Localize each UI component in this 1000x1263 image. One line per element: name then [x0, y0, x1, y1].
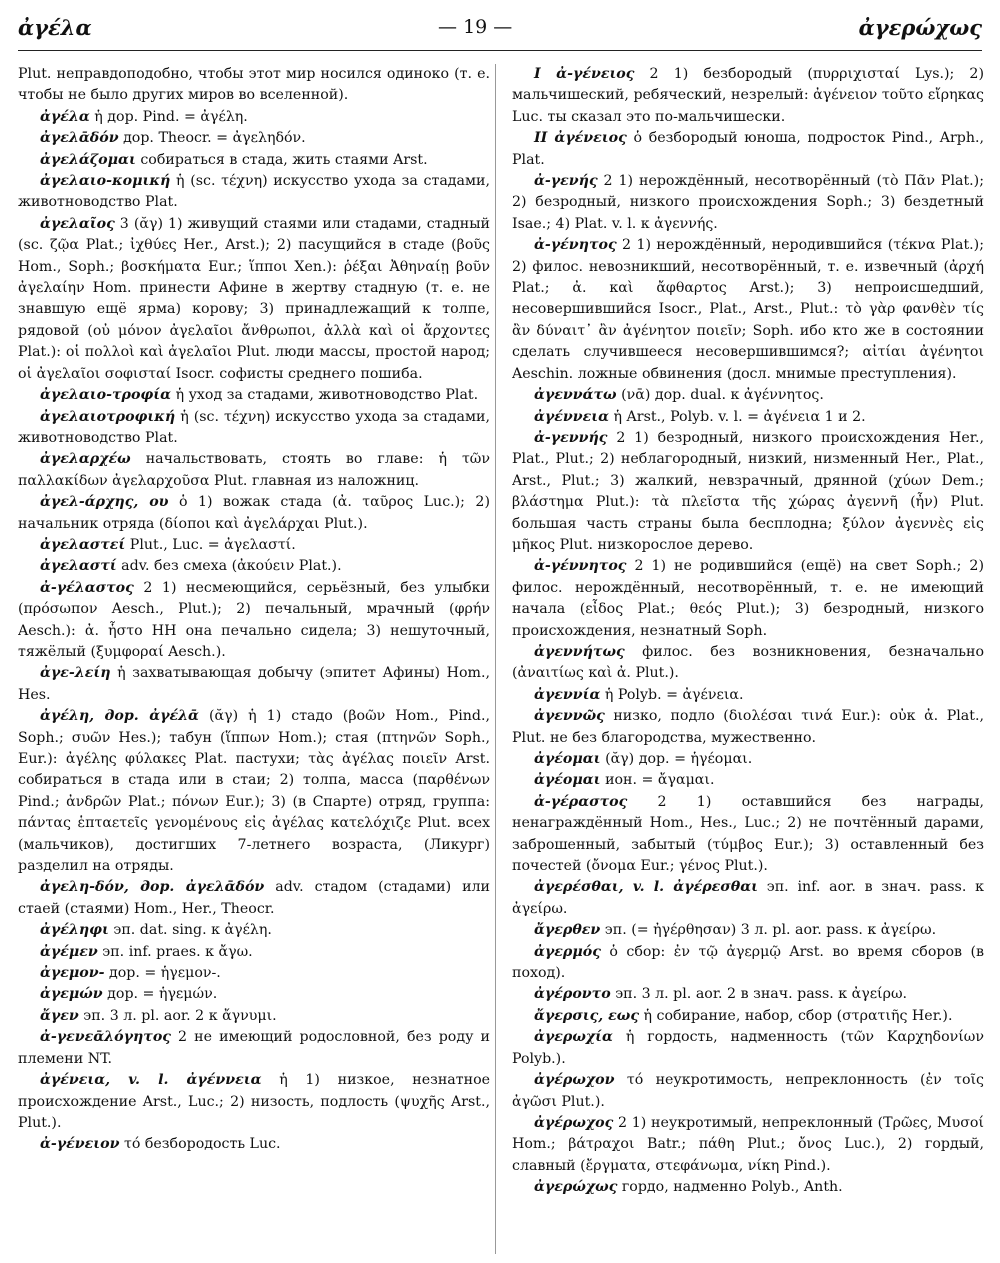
entry-headword: ἀγεμών [40, 986, 103, 1003]
dictionary-entry [512, 171, 984, 235]
entry-headword: ἀ-γένειον [40, 1136, 120, 1153]
entry-headword: ἀγελαστί [40, 558, 117, 575]
left-column [18, 64, 490, 1254]
dictionary-entry [18, 64, 490, 107]
entry-headword: ἀγελ-άρχης, ου [40, 494, 169, 511]
dictionary-entry [18, 984, 490, 1005]
entry-headword: ἀγελη-δόν, дор. ἀγελᾱδόν [40, 879, 265, 896]
entry-definition: ἡ Arst., Polyb. v. l. = ἀγένεια 1 и 2. [613, 408, 866, 425]
dictionary-entry [512, 792, 984, 878]
entry-headword: ἄγερσις, εως [534, 1007, 639, 1024]
entry-definition: adv. без смеха (ἀκούειν Plat.). [121, 558, 342, 575]
entry-definition: ἡ Polyb. = ἀγένεια. [604, 686, 744, 703]
dictionary-entry [18, 963, 490, 984]
dictionary-entry [512, 942, 984, 985]
entry-headword: ἀγέμεν [40, 943, 98, 960]
right-column [512, 64, 984, 1254]
entry-definition: эп. 3 л. pl. aor. 2 к ἄγνυμι. [83, 1007, 277, 1024]
entry-headword: ἀγεννάτω [534, 387, 617, 404]
entry-headword: ἀγελαστεί [40, 536, 126, 553]
dictionary-entry [18, 449, 490, 492]
entry-headword: ἀγερμός [534, 943, 601, 960]
left-guide-word: ἀγέλα [18, 14, 92, 40]
entry-headword: ἀγελάζομαι [40, 151, 136, 168]
dictionary-entry [18, 214, 490, 385]
entry-headword: ἀ-γέννητος [534, 558, 627, 575]
entry-definition: (ᾰγ) дор. = ἡγέομαι. [605, 751, 753, 767]
dictionary-entry [512, 749, 984, 770]
entry-definition: ἡ захватывающая добычу (эпитет Афины) Hom., Hes. [18, 665, 490, 703]
entry-definition: дор. = ἡγεμών. [107, 986, 218, 1003]
dictionary-entry [512, 556, 984, 642]
dictionary-entry [512, 877, 984, 920]
entry-headword: ἀγερώχως [534, 1179, 618, 1196]
dictionary-entry [18, 1134, 490, 1155]
dictionary-entry [512, 235, 984, 385]
entry-definition: низко, подло (διολέσαι τινά Eur.): οὐκ ἀ. Plat., Plut. не без благородства, мужественно. [512, 708, 984, 746]
dictionary-entry [18, 663, 490, 706]
entry-definition: эп. (= ἠγέρθησαν) 3 л. pl. aor. pass. к ἀγείρω. [604, 922, 937, 939]
entry-definition: 2 1) безродный, низкого происхождения Her., Plat., Plut.; 2) неблагородный, низкий, низменный Her., Plat., Arst., Plut.; 3) жалкий, невзрачный, дрянной (χύων Dem.; βλάστημα Plut.): τὰ πλεῖστα τῆς χώρας ἀγεννῆ (ἦν) Plut. большая часть страны была бесплодна; ξύλον ἀγεννὲς εἰς μῆκος Plut. низкорослое дерево. [512, 429, 984, 553]
entry-definition: 2 1) неукротимый, непреклонный (Τρῶες, Μυσοί Hom.; βάτραχοι Batr.; πάθη Plut.; ὄνος Luc.), 2) гордый, славный (ἔργματα, στεφάνωμα, νίκη Pind.). [512, 1114, 984, 1174]
entry-headword: ἀγελᾱδόν [40, 130, 119, 147]
entry-headword: I ἀ-γένειος [534, 66, 635, 82]
entry-definition: эп. inf. praes. к ἄγω. [102, 943, 253, 960]
entry-definition: τό неукротимость, непреклонность (ἐν τοῖς ἀγῶσι Plut.). [512, 1072, 984, 1110]
entry-definition: ἡ собирание, набор, сбор (στρατιῆς Her.). [643, 1007, 953, 1024]
entry-headword: II ἀγένειος [534, 130, 627, 147]
dictionary-entry [18, 535, 490, 556]
entry-definition: 2 не имеющий родословной, без роду и племени NT. [18, 1029, 490, 1067]
entry-definition: 2 1) безбородый (πυρριχισταί Lys.); 2) мальчишеский, ребяческий, незрелый: ἀγένειον τοῦτο εἴρηκας Luc. ты сказал это по-мальчишески. [512, 66, 984, 125]
entry-definition: ἡ гордость, надменность (τῶν Καρχηδονίων Polyb.). [512, 1029, 984, 1067]
entry-definition: ἡ (sc. τέχνη) искусство ухода за стадами, животноводство Plat. [18, 408, 490, 446]
entry-definition: ἡ 1) низкое, незнатное происхождение Arst., Luc.; 2) низость, подлость (ψυχῆς Arst., Plut.). [18, 1072, 490, 1131]
entry-headword: ἀγεννία [534, 686, 601, 703]
dictionary-entry [512, 1070, 984, 1113]
entry-definition: ион. = ἄγαμαι. [605, 772, 715, 789]
entry-headword: ἀγέρωχον [534, 1072, 615, 1089]
entry-definition: adv. стадом (стадами) или стаей (стаями) Hom., Her., Theocr. [18, 879, 490, 917]
entry-headword: ἀγεννήτως [534, 643, 625, 660]
entry-headword: ἀγέλα [40, 108, 90, 125]
entry-definition: эп. dat. sing. к ἀγέλη. [113, 922, 272, 939]
dictionary-entry [18, 171, 490, 214]
entry-headword: ἀγερέσθαι, v. l. ἀγέρεσθαι [534, 879, 758, 896]
entry-definition: 2 1) нерождённый, неродившийся (τέκνα Plat.); 2) филос. невозникший, несотворённый, т. е. извечный (ἀρχή Plat.; ἀ. καὶ ἄφθαρτος Arst.); 3) непроисшедший, несовершившийся Isocr., Plat., Arst., Plut.: τὸ γὰρ φανθὲν τίς ἂν δύναιτ᾽ ἂν ἀγένητον ποιεῖν; Soph. ибо кто же в состоянии сделать случившееся несовершившимся?; αἰτίαι ἀγένητοι Aeschin. ложные обвинения (досл. мнимые преступления). [512, 237, 984, 382]
entry-definition: филос. без возникновения, безначально (ἀναιτίως καὶ ἀ. Plut.). [512, 643, 984, 682]
dictionary-entry [18, 578, 490, 664]
dictionary-entry [512, 706, 984, 749]
entry-headword: ἀγέλη, дор. ἀγέλᾱ [40, 708, 199, 725]
entry-headword: ἀ-γένητος [534, 237, 617, 254]
entry-definition: ἡ (sc. τέχνη) искусство ухода за стадами, животноводство Plat. [18, 173, 490, 211]
dictionary-entry [18, 877, 490, 920]
header-rule [18, 50, 982, 51]
entry-headword: ἀγέρωχος [534, 1114, 614, 1131]
dictionary-entry [18, 920, 490, 941]
entry-headword: ἀ-γενής [534, 173, 598, 190]
entry-headword: ἀγελαιο-τροφία [40, 387, 172, 404]
entry-definition: 2 1) нерождённый, несотворённый (τὸ Πᾶν Plat.); 2) безродный, низкого происхождения Soph.; 3) бездетный Isae.; 4) Plat. v. l. к ἀγεννής. [512, 173, 984, 232]
entry-headword: ἀ-γέραστος [534, 793, 628, 810]
entry-headword: ἀ-γενεᾱλόγητος [40, 1029, 171, 1046]
page-number: — 19 — [438, 16, 513, 38]
entry-headword: ἀγέροντο [534, 986, 611, 1003]
page-header [18, 12, 982, 42]
entry-headword: ἀγελαῖος [40, 215, 115, 232]
dictionary-entry [18, 128, 490, 149]
entry-headword: ἄγεν [40, 1007, 79, 1024]
dictionary-entry [18, 556, 490, 577]
entry-headword: ἀγέομαι [534, 751, 601, 767]
dictionary-entry [18, 150, 490, 171]
entry-definition: (ᾰγ) ἡ 1) стадо (βοῶν Hom., Pind., Soph.; συῶν Hes.); табун (ἵππων Hom.); стая (πτηνῶν Soph., Eur.): ἀγέλης φύλακες Plat. пастухи; τὰς ἀγέλας ποιεῖν Arst. собираться в стада или в стаи; 2) толпа, масса (παρθένων Pind.; ἀνδρῶν Plat.; πόνων Eur.); 3) (в Спарте) отряд, группа: πάντας ἑπταετεῖς γενομένους εἰς ἀγέλας κατελόχιζε Plut. всех (мальчиков), достигших 7-летнего возраста, (Ликург) разделил на отряды. [18, 708, 490, 875]
dictionary-entry [18, 1070, 490, 1134]
dictionary-entry [18, 942, 490, 963]
entry-headword: ἀ-γέλαστος [40, 579, 134, 596]
entry-headword: ἀγελαιοτροφική [40, 408, 176, 425]
dictionary-entry [18, 1027, 490, 1070]
entry-headword: ἀγέννεια [534, 408, 610, 425]
dictionary-entry [512, 642, 984, 685]
dictionary-entry [512, 984, 984, 1005]
entry-definition: 2 1) несмеющийся, серьёзный, без улыбки (πρόσωπον Aesch., Plut.); 2) печальный, мрачный (φρήν Aesch.): ἀ. ἧστο HH она печально сидела; 3) нешуточный, тяжёлый (ξυμφοραί Aesch.). [18, 579, 490, 660]
entry-definition: τό безбородость Luc. [123, 1136, 281, 1153]
dictionary-entry [18, 492, 490, 535]
dictionary-entry [18, 385, 490, 406]
dictionary-entry [512, 128, 984, 171]
dictionary-entry [512, 385, 984, 406]
right-guide-word: ἀγερώχως [858, 14, 982, 40]
entry-definition: гордо, надменно Polyb., Anth. [621, 1179, 843, 1196]
dictionary-entry [512, 428, 984, 556]
dictionary-entry [512, 685, 984, 706]
column-divider [495, 64, 496, 1254]
entry-headword: ἄγερθεν [534, 922, 601, 939]
dictionary-entry [18, 706, 490, 877]
dictionary-entry [512, 407, 984, 428]
entry-headword: ἀγέληφι [40, 922, 109, 939]
dictionary-entry [18, 1006, 490, 1027]
entry-definition: 2 1) оставшийся без награды, ненаграждённый Hom., Hes., Luc.; 2) не почтённый дарами, заброшенный, забытый (τύμβος Eur.); 3) оставленный без почестей (ὄνομα Eur.; γένος Plut.). [512, 793, 984, 875]
dictionary-entry [512, 770, 984, 791]
entry-definition: ὁ 1) вожак стада (ἀ. ταῦρος Luc.); 2) начальник отряда (δίοποι καὶ ἀγελάρχαι Plut.). [18, 494, 490, 532]
dictionary-entry [512, 1027, 984, 1070]
entry-definition: дор. = ἡγεμον-. [109, 965, 221, 982]
entry-headword: ἀγεννῶς [534, 708, 605, 725]
entry-definition: дор. Theocr. = ἀγεληδόν. [123, 130, 306, 147]
entry-definition: ὁ безбородый юноша, подросток Pind., Arph., Plat. [512, 130, 984, 168]
dictionary-entry [18, 407, 490, 450]
entry-definition: Plut., Luc. = ἀγελαστί. [129, 536, 296, 553]
entry-headword: ἀγε-λείη [40, 665, 111, 682]
entry-headword: ἀγέομαι [534, 772, 601, 789]
entry-headword: ἀ-γεννής [534, 429, 608, 446]
entry-definition: ἡ дор. Pind. = ἀγέλη. [94, 108, 248, 125]
entry-definition: 3 (ᾰγ) 1) живущий стаями или стадами, стадный (sc. ζῷα Plat.; ἰχθύες Her., Arst.); 2) пасущийся в стаде (βοῦς Hom., Soph.; βοσκήματα Eur.; ἵπποι Xen.): ῥέξαι Ἀθηναίῃ βοῦν ἀγελαίην Hom. принести Афине в жертву стадную (т. е. не знавшую ещё ярма) корову; 3) принадлежащий к толпе, рядовой (οὐ μόνον ἀγελαῖοι ἄνθρωποι, ἀλλὰ καὶ οἱ ἄρχοντες Plat.): οἱ πολλοὶ καὶ ἀγελαῖοι Plut. люди массы, простой народ; οἱ ἀγελαῖοι σοφισταί Isocr. софисты среднего пошиба. [18, 215, 490, 382]
entry-headword: ἀγεμον- [40, 965, 105, 982]
entry-definition: начальствовать, стоять во главе: ἡ τῶν παλλακίδων ἀγελαρχοῦσα Plut. главная из наложниц. [18, 451, 490, 489]
dictionary-entry [18, 107, 490, 128]
entry-definition: эп. 3 л. pl. aor. 2 в знач. pass. к ἀγείρω. [615, 986, 908, 1003]
dictionary-entry [512, 1177, 984, 1198]
entry-definition: ἡ уход за стадами, животноводство Plat. [175, 387, 479, 404]
dictionary-entry [512, 920, 984, 941]
entry-headword: ἀγένεια, v. l. ἀγέννεια [40, 1072, 262, 1089]
entry-headword: ἀγελαρχέω [40, 451, 131, 468]
entry-definition: Plut. неправдоподобно, чтобы этот мир носился одиноко (т. е. чтобы не было других миров во вселенной). [18, 66, 490, 104]
entry-headword: ἀγερωχία [534, 1029, 613, 1046]
entry-definition: ὁ сбор: ἐν τῷ ἀγερμῷ Arst. во время сборов (в поход). [512, 943, 984, 982]
dictionary-entry [512, 1006, 984, 1027]
entry-headword: ἀγελαιο-κομική [40, 173, 171, 190]
entry-definition: (νᾱ) дор. dual. к ἀγέννητος. [621, 387, 824, 404]
entry-definition: 2 1) не родившийся (ещё) на свет Soph.; 2) филос. нерождённый, несотворённый, т. е. не имеющий начала (εἶδος Plat.; θεός Plut.); 3) безродный, низкого происхождения, незнатный Soph. [512, 558, 984, 639]
entry-definition: собираться в стада, жить стаями Arst. [140, 151, 428, 168]
entry-definition: эп. inf. aor. в знач. pass. к ἀγείρω. [512, 879, 984, 917]
dictionary-entry [512, 1113, 984, 1177]
dictionary-entry [512, 64, 984, 128]
